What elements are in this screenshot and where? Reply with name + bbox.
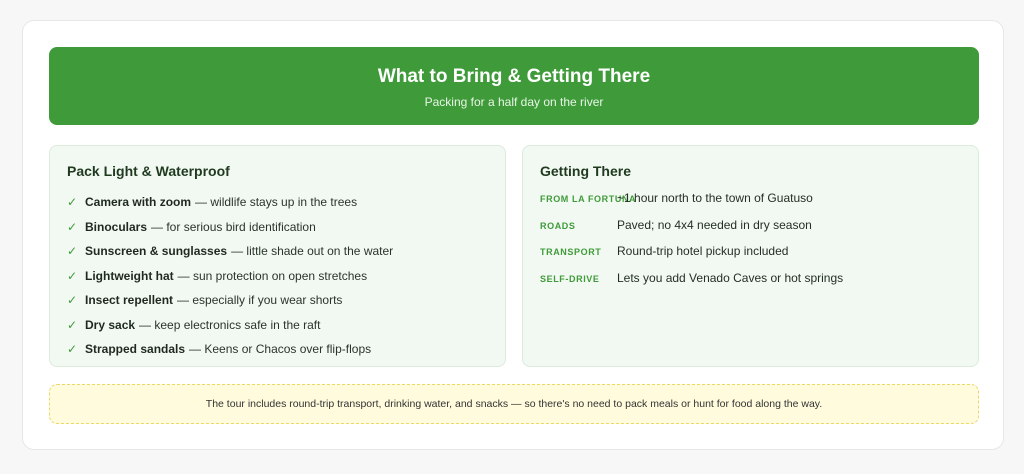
direction-value: Paved; no 4x4 needed in dry season xyxy=(617,218,812,232)
item-description: — Keens or Chacos over flip-flops xyxy=(189,342,372,357)
content-card xyxy=(22,20,1004,450)
item-name: Strapped sandals xyxy=(85,342,186,357)
list-item xyxy=(67,264,393,289)
check-icon: ✓ xyxy=(67,195,78,210)
list-item xyxy=(67,288,393,313)
item-description: — sun protection on open stretches xyxy=(177,268,368,283)
item-description: — especially if you wear shorts xyxy=(177,293,343,308)
direction-row xyxy=(540,191,813,205)
page-title: What to Bring & Getting There xyxy=(377,66,651,87)
packing-panel xyxy=(49,145,506,367)
info-note xyxy=(49,384,979,424)
note-text: The tour includes round-trip transport, drinking water, and snacks — so there's no need to pack meals or hunt for food along the way. xyxy=(205,398,823,410)
check-icon: ✓ xyxy=(67,219,78,234)
check-icon: ✓ xyxy=(67,293,78,308)
list-item xyxy=(67,313,393,338)
direction-value: ~1 hour north to the town of Guatuso xyxy=(617,191,813,205)
item-description: — for serious bird identification xyxy=(151,219,316,234)
item-description: — little shade out on the water xyxy=(231,244,394,259)
direction-row xyxy=(540,218,812,232)
directions-heading: Getting There xyxy=(540,163,632,179)
item-name: Lightweight hat xyxy=(85,268,174,283)
item-name: Dry sack xyxy=(85,317,136,332)
packing-list xyxy=(67,190,393,362)
check-icon: ✓ xyxy=(67,342,78,357)
check-icon: ✓ xyxy=(67,268,78,283)
direction-row xyxy=(540,271,843,285)
list-item xyxy=(67,239,393,264)
directions-panel xyxy=(522,145,979,367)
check-icon: ✓ xyxy=(67,317,78,332)
direction-label: SELF-DRIVE xyxy=(540,274,600,284)
item-name: Camera with zoom xyxy=(85,195,192,210)
direction-value: Round-trip hotel pickup included xyxy=(617,244,789,258)
direction-label: FROM LA FORTUNA xyxy=(540,194,637,204)
item-name: Insect repellent xyxy=(85,293,174,308)
item-description: — wildlife stays up in the trees xyxy=(195,195,358,210)
page-subtitle: Packing for a half day on the river xyxy=(424,95,604,109)
list-item xyxy=(67,190,393,215)
item-name: Binoculars xyxy=(85,219,148,234)
direction-label: TRANSPORT xyxy=(540,247,602,257)
direction-value: Lets you add Venado Caves or hot springs xyxy=(617,271,844,285)
direction-label: ROADS xyxy=(540,221,576,231)
list-item xyxy=(67,337,393,362)
direction-row xyxy=(540,244,788,258)
header-banner xyxy=(49,47,979,125)
check-icon: ✓ xyxy=(67,244,78,259)
packing-heading: Pack Light & Waterproof xyxy=(67,163,230,179)
list-item xyxy=(67,215,393,240)
item-description: — keep electronics safe in the raft xyxy=(139,317,321,332)
item-name: Sunscreen & sunglasses xyxy=(85,244,228,259)
